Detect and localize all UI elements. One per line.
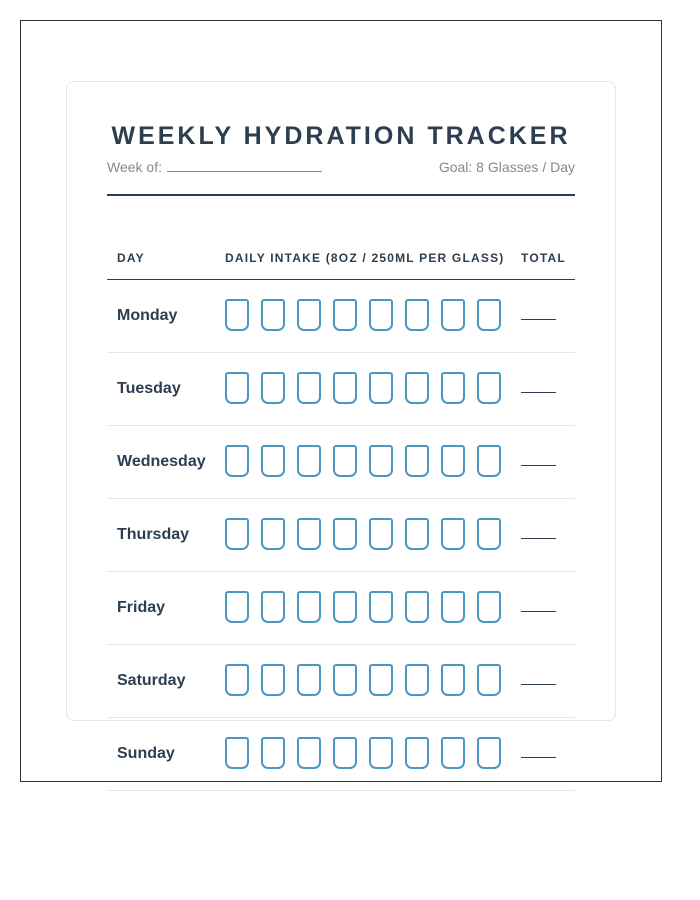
table-row xyxy=(107,572,575,645)
glass-icon[interactable] xyxy=(369,518,393,550)
glass-icon[interactable] xyxy=(261,591,285,623)
intake-cell xyxy=(215,280,511,353)
glass-icon[interactable] xyxy=(333,518,357,550)
week-of-input[interactable] xyxy=(167,157,322,172)
total-input-line[interactable] xyxy=(521,684,556,685)
day-label: Monday xyxy=(107,280,215,353)
glass-icon[interactable] xyxy=(405,737,429,769)
week-of-field xyxy=(107,157,322,177)
glass-icon[interactable] xyxy=(225,664,249,696)
hydration-table xyxy=(107,236,575,791)
glass-icon[interactable] xyxy=(477,737,501,769)
glass-icon[interactable] xyxy=(225,372,249,404)
glass-icon[interactable] xyxy=(477,372,501,404)
day-label: Thursday xyxy=(107,499,215,572)
glass-icon[interactable] xyxy=(477,445,501,477)
table-row xyxy=(107,499,575,572)
total-input-line[interactable] xyxy=(521,757,556,758)
glass-icon[interactable] xyxy=(225,737,249,769)
total-cell xyxy=(511,718,575,791)
total-input-line[interactable] xyxy=(521,392,556,393)
glass-icon[interactable] xyxy=(297,445,321,477)
total-input-line[interactable] xyxy=(521,319,556,320)
glass-icon[interactable] xyxy=(369,591,393,623)
glass-icon[interactable] xyxy=(225,445,249,477)
table-row xyxy=(107,718,575,791)
glass-icon[interactable] xyxy=(441,664,465,696)
total-cell xyxy=(511,645,575,718)
glass-icon[interactable] xyxy=(333,372,357,404)
intake-cell xyxy=(215,353,511,426)
glass-icon[interactable] xyxy=(261,518,285,550)
glass-icon[interactable] xyxy=(261,664,285,696)
intake-cell xyxy=(215,718,511,791)
glass-icon[interactable] xyxy=(441,299,465,331)
glass-icon[interactable] xyxy=(405,372,429,404)
total-cell xyxy=(511,280,575,353)
total-input-line[interactable] xyxy=(521,465,556,466)
glass-icon[interactable] xyxy=(369,372,393,404)
glass-icon[interactable] xyxy=(225,591,249,623)
glass-icon[interactable] xyxy=(369,445,393,477)
glass-icon[interactable] xyxy=(441,445,465,477)
glass-checkbox-group xyxy=(215,591,511,626)
glass-icon[interactable] xyxy=(297,299,321,331)
day-label: Sunday xyxy=(107,718,215,791)
glass-icon[interactable] xyxy=(297,372,321,404)
intake-cell xyxy=(215,499,511,572)
glass-icon[interactable] xyxy=(441,518,465,550)
total-cell xyxy=(511,353,575,426)
intake-cell xyxy=(215,645,511,718)
glass-icon[interactable] xyxy=(369,737,393,769)
day-label: Friday xyxy=(107,572,215,645)
table-row xyxy=(107,426,575,499)
glass-checkbox-group xyxy=(215,372,511,407)
table-row xyxy=(107,645,575,718)
glass-icon[interactable] xyxy=(333,664,357,696)
total-cell xyxy=(511,426,575,499)
glass-icon[interactable] xyxy=(261,299,285,331)
glass-icon[interactable] xyxy=(297,664,321,696)
glass-icon[interactable] xyxy=(333,445,357,477)
glass-icon[interactable] xyxy=(405,445,429,477)
glass-icon[interactable] xyxy=(333,737,357,769)
header-divider xyxy=(107,194,575,196)
total-input-line[interactable] xyxy=(521,538,556,539)
day-label: Saturday xyxy=(107,645,215,718)
table-header-row xyxy=(107,236,575,280)
glass-icon[interactable] xyxy=(477,518,501,550)
glass-icon[interactable] xyxy=(405,299,429,331)
glass-icon[interactable] xyxy=(297,591,321,623)
glass-icon[interactable] xyxy=(297,737,321,769)
week-of-label: Week of: xyxy=(107,159,162,175)
glass-icon[interactable] xyxy=(477,591,501,623)
table-row xyxy=(107,353,575,426)
glass-icon[interactable] xyxy=(261,737,285,769)
glass-checkbox-group xyxy=(215,737,511,772)
glass-icon[interactable] xyxy=(477,299,501,331)
glass-icon[interactable] xyxy=(405,591,429,623)
glass-checkbox-group xyxy=(215,445,511,480)
meta-row xyxy=(107,157,575,177)
table-body xyxy=(107,280,575,791)
glass-icon[interactable] xyxy=(261,372,285,404)
glass-icon[interactable] xyxy=(369,664,393,696)
glass-icon[interactable] xyxy=(261,445,285,477)
total-input-line[interactable] xyxy=(521,611,556,612)
glass-icon[interactable] xyxy=(333,591,357,623)
column-header-day: DAY xyxy=(107,236,215,280)
total-cell xyxy=(511,499,575,572)
tracker-content xyxy=(107,81,575,791)
column-header-total: TOTAL xyxy=(511,236,575,280)
glass-icon[interactable] xyxy=(225,299,249,331)
goal-text: Goal: 8 Glasses / Day xyxy=(438,159,575,175)
page-title: WEEKLY HYDRATION TRACKER xyxy=(111,122,571,150)
glass-checkbox-group xyxy=(215,664,511,699)
glass-checkbox-group xyxy=(215,518,511,553)
glass-icon[interactable] xyxy=(441,591,465,623)
glass-icon[interactable] xyxy=(441,737,465,769)
day-label: Tuesday xyxy=(107,353,215,426)
glass-icon[interactable] xyxy=(369,299,393,331)
column-header-intake: DAILY INTAKE (8OZ / 250ML PER GLASS) xyxy=(215,236,511,280)
glass-icon[interactable] xyxy=(297,518,321,550)
glass-icon[interactable] xyxy=(441,372,465,404)
glass-icon[interactable] xyxy=(333,299,357,331)
glass-checkbox-group xyxy=(215,299,511,334)
glass-icon[interactable] xyxy=(477,664,501,696)
glass-icon[interactable] xyxy=(225,518,249,550)
day-label: Wednesday xyxy=(107,426,215,499)
glass-icon[interactable] xyxy=(405,518,429,550)
total-cell xyxy=(511,572,575,645)
intake-cell xyxy=(215,572,511,645)
glass-icon[interactable] xyxy=(405,664,429,696)
intake-cell xyxy=(215,426,511,499)
table-row xyxy=(107,280,575,353)
